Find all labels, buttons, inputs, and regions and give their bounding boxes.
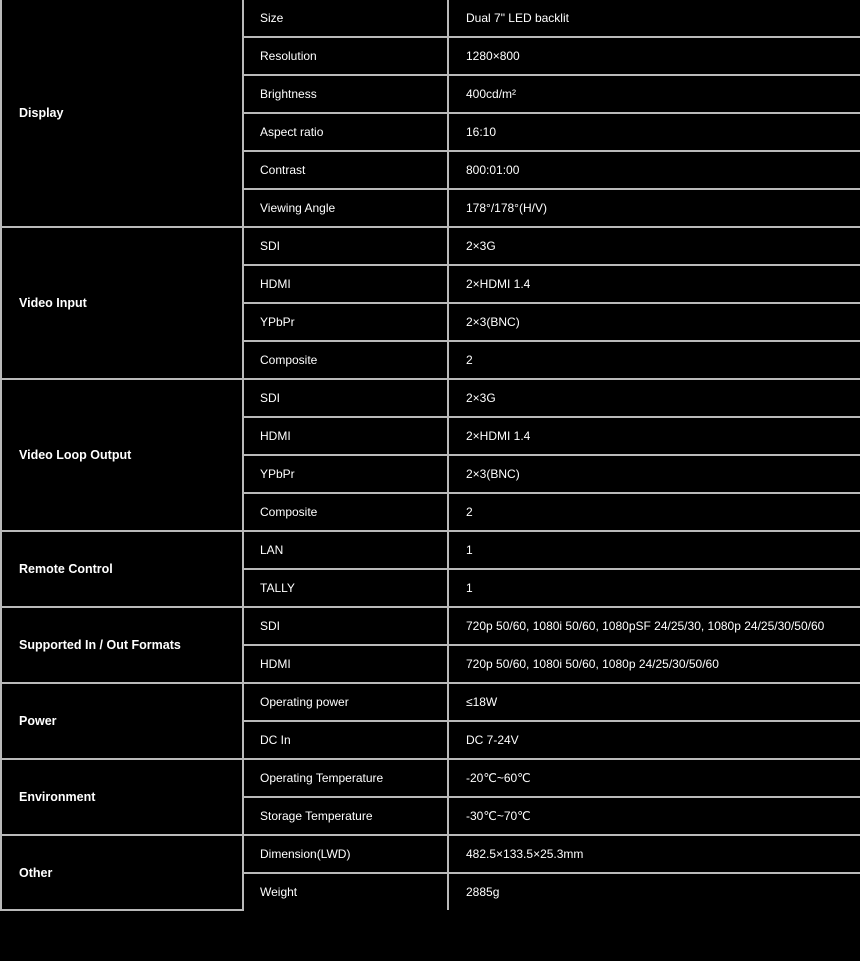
spec-value: 720p 50/60, 1080i 50/60, 1080pSF 24/25/30, 1080p 24/25/30/50/60 [448,607,860,645]
spec-label: Contrast [243,151,448,189]
table-row [1,531,860,569]
spec-label: HDMI [243,265,448,303]
spec-label: LAN [243,531,448,569]
spec-value: 400cd/m² [448,75,860,113]
spec-value: 720p 50/60, 1080i 50/60, 1080p 24/25/30/50/60 [448,645,860,683]
spec-value: -20℃~60℃ [448,759,860,797]
spec-label: Operating Temperature [243,759,448,797]
section-heading: Other [1,835,243,910]
spec-value: 2 [448,493,860,531]
spec-value: 482.5×133.5×25.3mm [448,835,860,873]
section-heading: Environment [1,759,243,835]
spec-label: Brightness [243,75,448,113]
spec-value: 2×3(BNC) [448,455,860,493]
spec-label: Composite [243,341,448,379]
spec-value: 1 [448,569,860,607]
spec-label: YPbPr [243,455,448,493]
spec-label: TALLY [243,569,448,607]
spec-value: -30℃~70℃ [448,797,860,835]
spec-value: 1 [448,531,860,569]
spec-value: ≤18W [448,683,860,721]
section-heading: Power [1,683,243,759]
table-row [1,683,860,721]
table-row [1,0,860,37]
spec-table-body [1,0,860,910]
spec-value: 2×3(BNC) [448,303,860,341]
spec-value: 2×HDMI 1.4 [448,417,860,455]
spec-value: 1280×800 [448,37,860,75]
spec-label: Composite [243,493,448,531]
spec-value: 2 [448,341,860,379]
spec-label: SDI [243,607,448,645]
spec-label: Aspect ratio [243,113,448,151]
section-heading: Remote Control [1,531,243,607]
spec-value: 2885g [448,873,860,910]
spec-value: 2×3G [448,227,860,265]
spec-label: HDMI [243,645,448,683]
spec-label: Resolution [243,37,448,75]
section-heading: Video Loop Output [1,379,243,531]
table-row [1,759,860,797]
spec-label: DC In [243,721,448,759]
spec-label: SDI [243,227,448,265]
spec-label: YPbPr [243,303,448,341]
spec-label: Storage Temperature [243,797,448,835]
table-row [1,607,860,645]
table-row [1,227,860,265]
table-row [1,379,860,417]
spec-value: 178°/178°(H/V) [448,189,860,227]
spec-label: HDMI [243,417,448,455]
spec-label: Weight [243,873,448,910]
spec-value: 2×3G [448,379,860,417]
section-heading: Video Input [1,227,243,379]
spec-label: Viewing Angle [243,189,448,227]
spec-value: 2×HDMI 1.4 [448,265,860,303]
spec-label: Operating power [243,683,448,721]
table-row [1,835,860,873]
spec-value: 800:01:00 [448,151,860,189]
spec-value: DC 7-24V [448,721,860,759]
spec-label: Size [243,0,448,37]
section-heading: Display [1,0,243,227]
spec-label: SDI [243,379,448,417]
spec-label: Dimension(LWD) [243,835,448,873]
spec-value: Dual 7" LED backlit [448,0,860,37]
spec-value: 16:10 [448,113,860,151]
section-heading: Supported In / Out Formats [1,607,243,683]
